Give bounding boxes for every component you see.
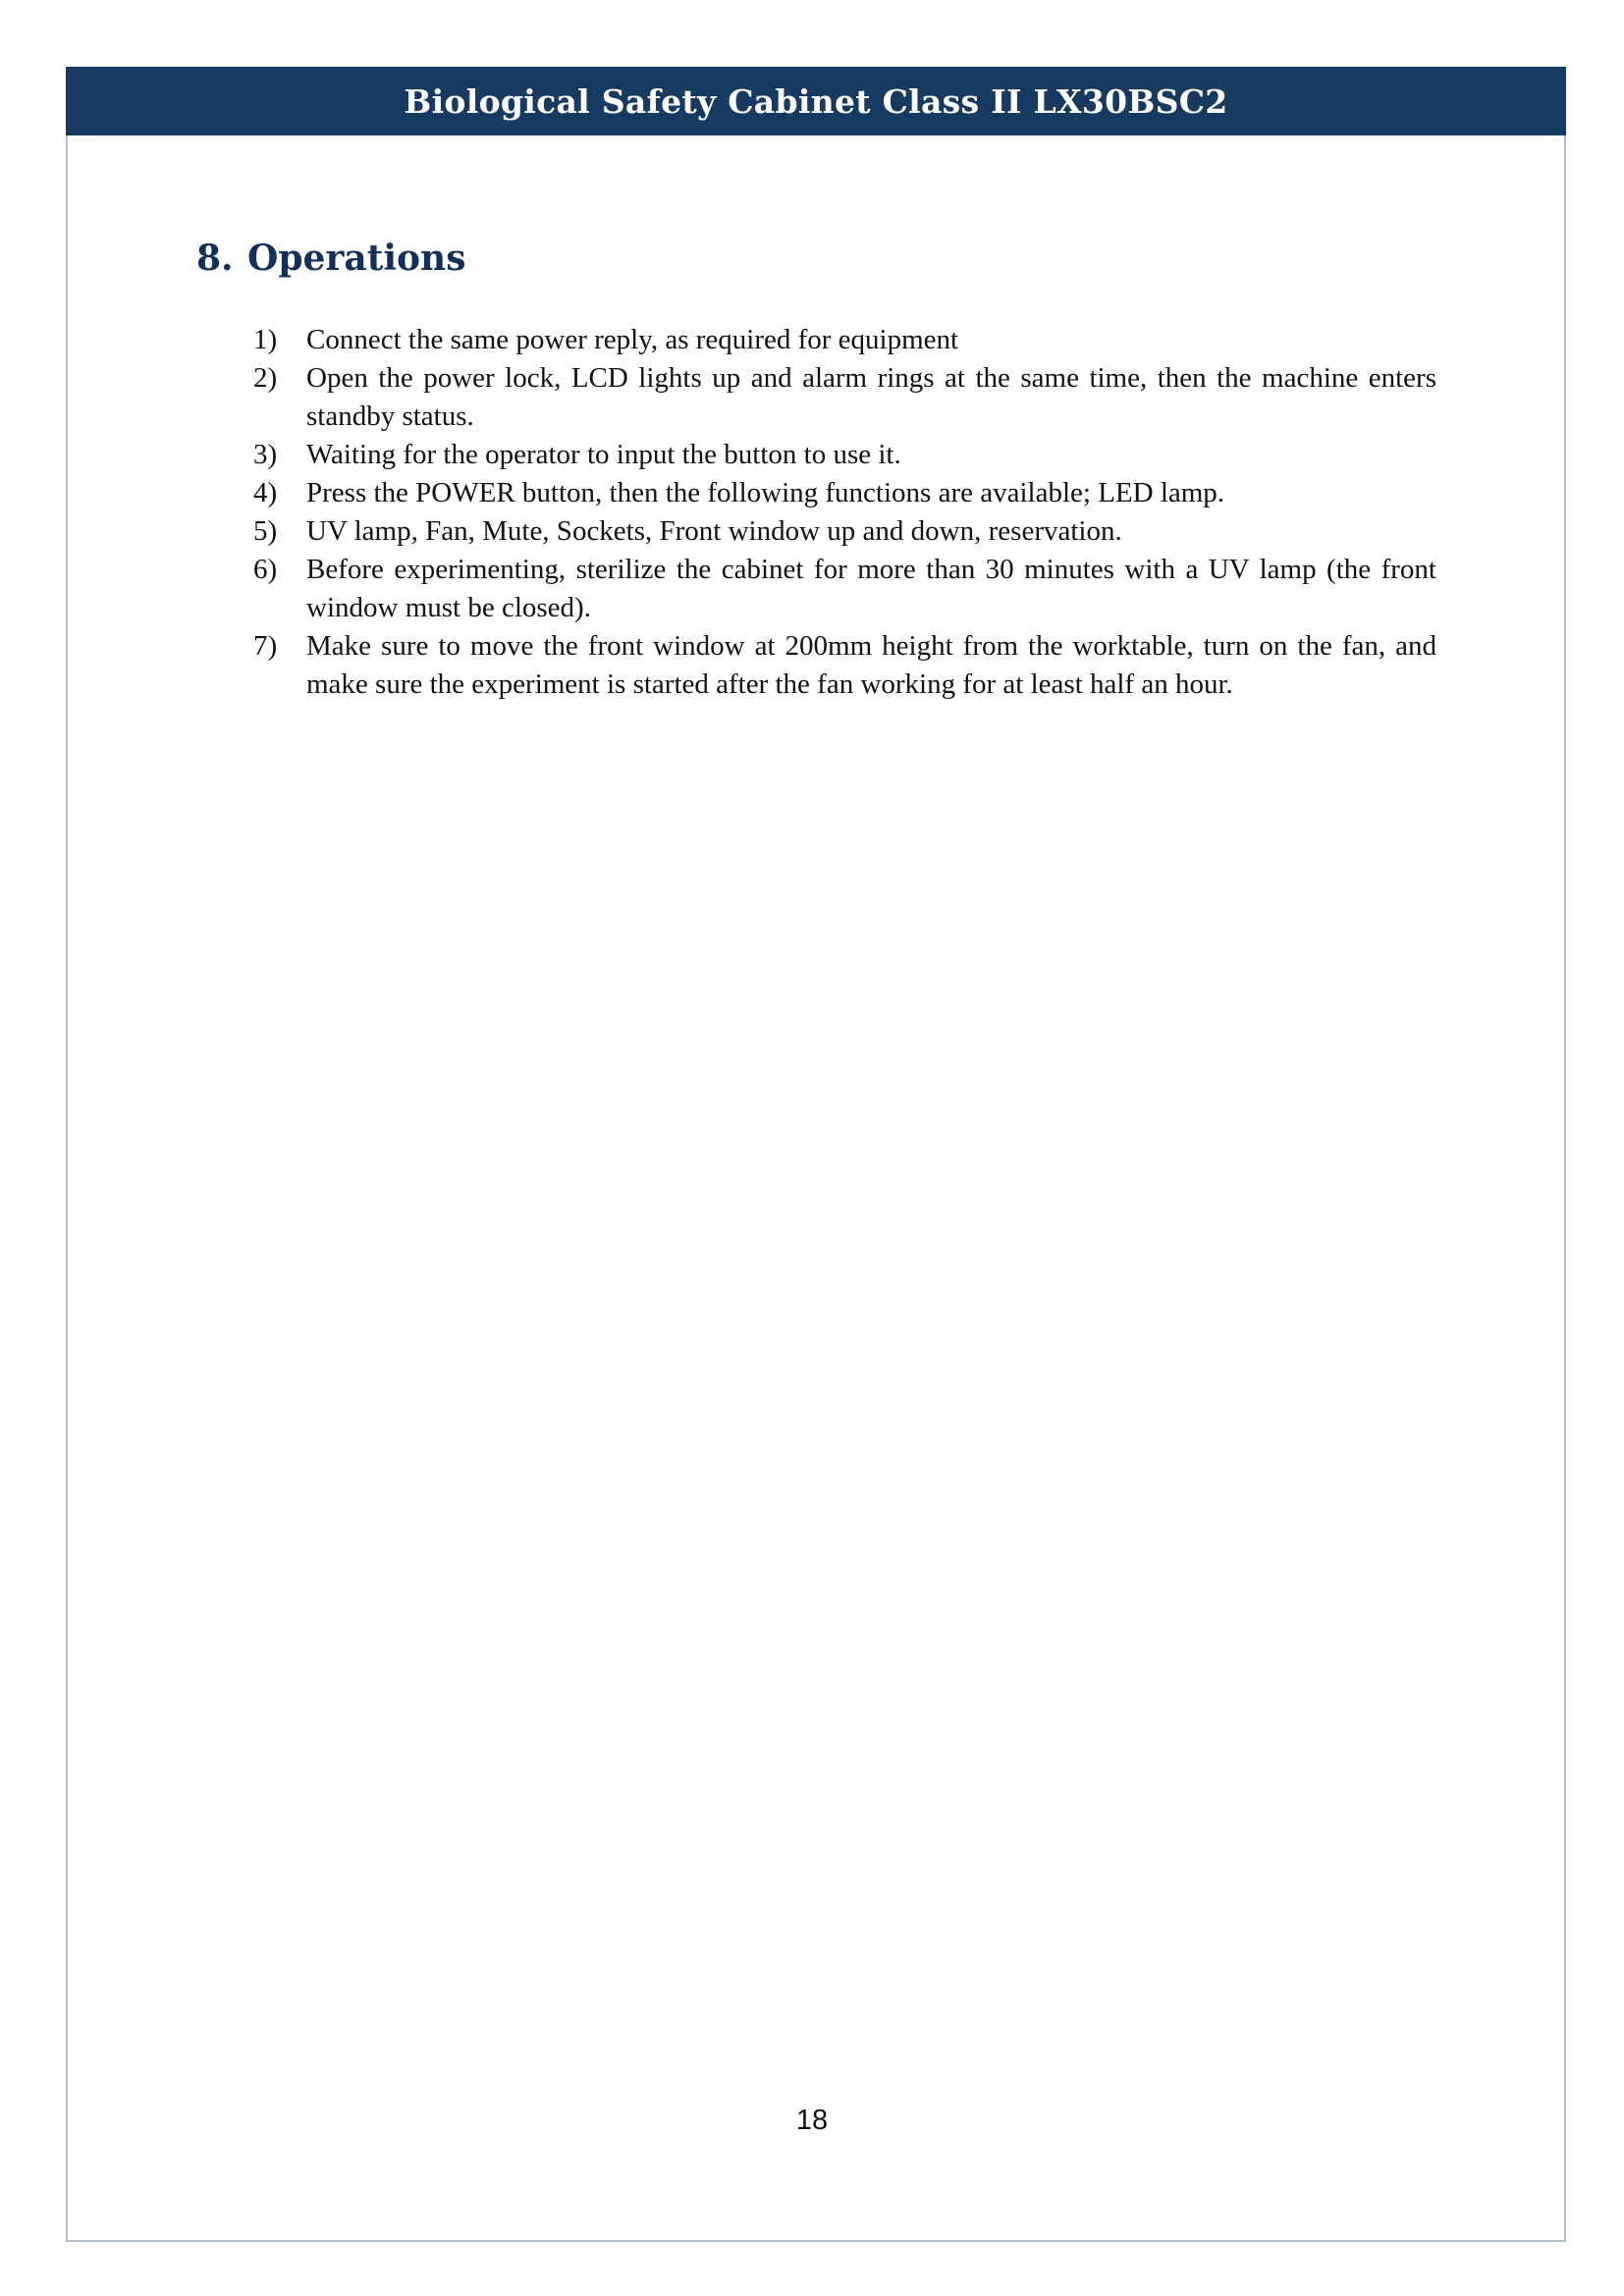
list-item xyxy=(253,627,1436,704)
list-item xyxy=(253,474,1436,512)
list-item-text: UV lamp, Fan, Mute, Sockets, Front window up and down, reservation. xyxy=(306,515,1122,547)
list-item-number: 6) xyxy=(253,554,278,585)
list-item-number: 7) xyxy=(253,630,278,662)
list-item xyxy=(253,321,1436,359)
list-item-number: 5) xyxy=(253,515,278,547)
list-item-text: Before experimenting, sterilize the cabinet for more than 30 minutes with a UV lamp (the front window must be closed). xyxy=(306,554,1436,623)
document-title: Biological Safety Cabinet Class II LX30BSC2 xyxy=(404,81,1228,121)
section-title: Operations xyxy=(247,238,466,279)
list-item-number: 3) xyxy=(253,439,278,470)
section-number: 8. xyxy=(196,238,234,279)
list-item-number: 1) xyxy=(253,324,278,355)
document-header xyxy=(66,67,1566,135)
list-item-text: Open the power lock, LCD lights up and alarm rings at the same time, then the machine enters standby status. xyxy=(306,362,1436,432)
list-item-number: 2) xyxy=(253,362,278,394)
list-item xyxy=(253,359,1436,436)
list-item-text: Waiting for the operator to input the button to use it. xyxy=(306,439,901,470)
operations-list xyxy=(253,321,1436,704)
list-item-number: 4) xyxy=(253,477,278,508)
page-number: 18 xyxy=(795,2105,829,2136)
list-item xyxy=(253,551,1436,627)
section-heading xyxy=(196,234,466,283)
list-item xyxy=(253,436,1436,474)
list-item-text: Make sure to move the front window at 200mm height from the worktable, turn on the fan, and make sure the experiment is started after the fan working for at least half an hour. xyxy=(306,630,1436,700)
list-item-text: Press the POWER button, then the following functions are available; LED lamp. xyxy=(306,477,1225,508)
list-item xyxy=(253,512,1436,551)
list-item-text: Connect the same power reply, as required for equipment xyxy=(306,324,959,355)
